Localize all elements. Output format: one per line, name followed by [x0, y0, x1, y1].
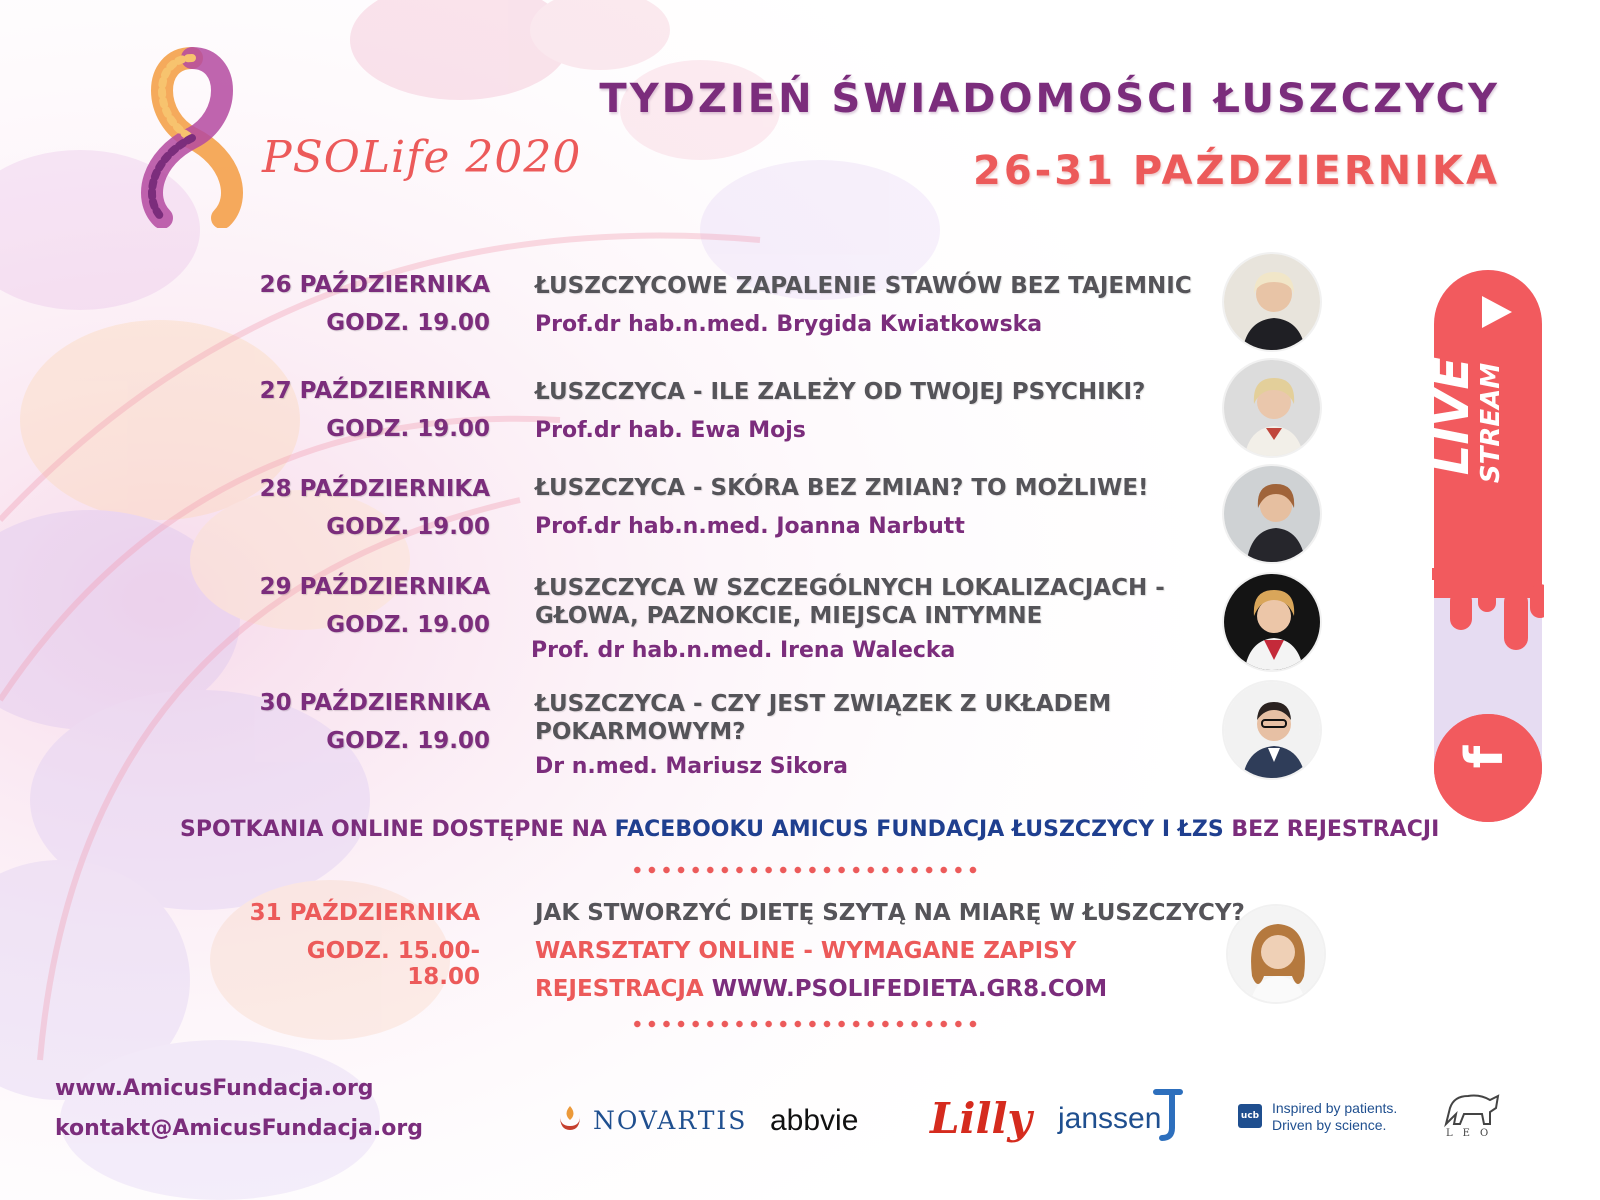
email-link[interactable]: kontakt@AmicusFundacja.org [55, 1116, 423, 1141]
event-brand: PSOLife 2020 [262, 132, 582, 183]
event-topic: ŁUSZCZYCA - SKÓRA BEZ ZMIAN? TO MOŻLIWE! [535, 475, 1149, 501]
janssen-label: janssen [1058, 1102, 1162, 1135]
speaker-photo [1226, 904, 1326, 1004]
event-dates: 26-31 PAŹDZIERNIKA [973, 148, 1500, 194]
registration-label: REJESTRACJA [535, 976, 704, 1002]
abbvie-logo: abbvie [770, 1104, 859, 1137]
registration-link[interactable]: WWW.PSOLIFEDIETA.GR8.COM [711, 976, 1108, 1002]
event-topic: ŁUSZCZYCOWE ZAPALENIE STAWÓW BEZ TAJEMNIC [535, 273, 1192, 299]
event-speaker: Prof.dr hab.n.med. Joanna Narbutt [535, 514, 965, 539]
event-topic: ŁUSZCZYCA - ILE ZALEŻY OD TWOJEJ PSYCHIKI? [535, 379, 1146, 405]
stream-label-wrap [1468, 338, 1518, 508]
event-time: GODZ. 19.00 [326, 416, 490, 442]
ucb-mark: ucb [1238, 1104, 1262, 1128]
workshop-registration [535, 976, 1107, 1002]
event-date: 28 PAŹDZIERNIKA [259, 476, 490, 502]
speaker-photo [1222, 252, 1322, 352]
online-note-text: BEZ REJESTRACJI [1223, 817, 1440, 842]
event-date: 26 PAŹDZIERNIKA [259, 272, 490, 298]
event-date: 30 PAŹDZIERNIKA [259, 690, 490, 716]
facebook-page-link[interactable]: FACEBOOKU AMICUS FUNDACJA ŁUSZCZYCY I ŁZS [614, 817, 1224, 842]
ucb-tagline-2: Driven by science. [1272, 1117, 1387, 1133]
event-date: 27 PAŹDZIERNIKA [259, 378, 490, 404]
dotted-divider [630, 1020, 980, 1028]
dotted-divider [630, 866, 980, 874]
event-topic: ŁUSZCZYCA - CZY JEST ZWIĄZEK Z UKŁADEM POKARMOWYM? [535, 691, 1112, 745]
online-availability-note [180, 817, 1440, 842]
website-link[interactable]: www.AmicusFundacja.org [55, 1076, 374, 1101]
event-speaker: Prof.dr hab. Ewa Mojs [535, 418, 806, 443]
speaker-photo [1222, 464, 1322, 564]
event-time: GODZ. 19.00 [326, 728, 490, 754]
novartis-flame-icon [555, 1104, 585, 1134]
stream-label: STREAM [1476, 362, 1506, 484]
workshop-date: 31 PAŹDZIERNIKA [249, 900, 480, 926]
online-note-text: SPOTKANIA ONLINE DOSTĘPNE NA [180, 817, 615, 842]
event-speaker: Prof. dr hab.n.med. Irena Walecka [531, 638, 956, 663]
page-title: TYDZIEŃ ŚWIADOMOŚCI ŁUSZCZYCY [599, 76, 1500, 122]
lilly-logo: Lilly [930, 1094, 1032, 1143]
workshop-time: GODZ. 15.00-18.00 [306, 938, 480, 990]
facebook-icon[interactable]: f [1455, 745, 1515, 769]
novartis-label: NOVARTIS [593, 1106, 748, 1135]
lion-icon [1440, 1088, 1502, 1130]
leo-label: LEO [1446, 1128, 1499, 1139]
event-speaker: Dr n.med. Mariusz Sikora [535, 754, 848, 779]
event-time: GODZ. 19.00 [326, 310, 490, 336]
workshop-note: WARSZTATY ONLINE - WYMAGANE ZAPISY [535, 938, 1077, 964]
janssen-mark-icon [1150, 1088, 1184, 1142]
event-speaker: Prof.dr hab.n.med. Brygida Kwiatkowska [535, 312, 1043, 337]
ucb-tagline-1: Inspired by patients. [1272, 1100, 1398, 1116]
live-label: LIVE [1424, 356, 1480, 476]
event-topic: ŁUSZCZYCA W SZCZEGÓLNYCH LOKALIZACJACH - GŁOWA, PAZNOKCIE, MIEJSCA INTYMNE [535, 575, 1165, 629]
event-date: 29 PAŹDZIERNIKA [259, 574, 490, 600]
speaker-photo [1222, 680, 1322, 780]
workshop-topic: JAK STWORZYĆ DIETĘ SZYTĄ NA MIARĘ W ŁUSZCZYCY? [535, 900, 1245, 926]
speaker-photo [1222, 358, 1322, 458]
event-time: GODZ. 19.00 [326, 612, 490, 638]
speaker-photo [1222, 572, 1322, 672]
event-time: GODZ. 19.00 [326, 514, 490, 540]
awareness-ribbon-logo [112, 18, 272, 228]
